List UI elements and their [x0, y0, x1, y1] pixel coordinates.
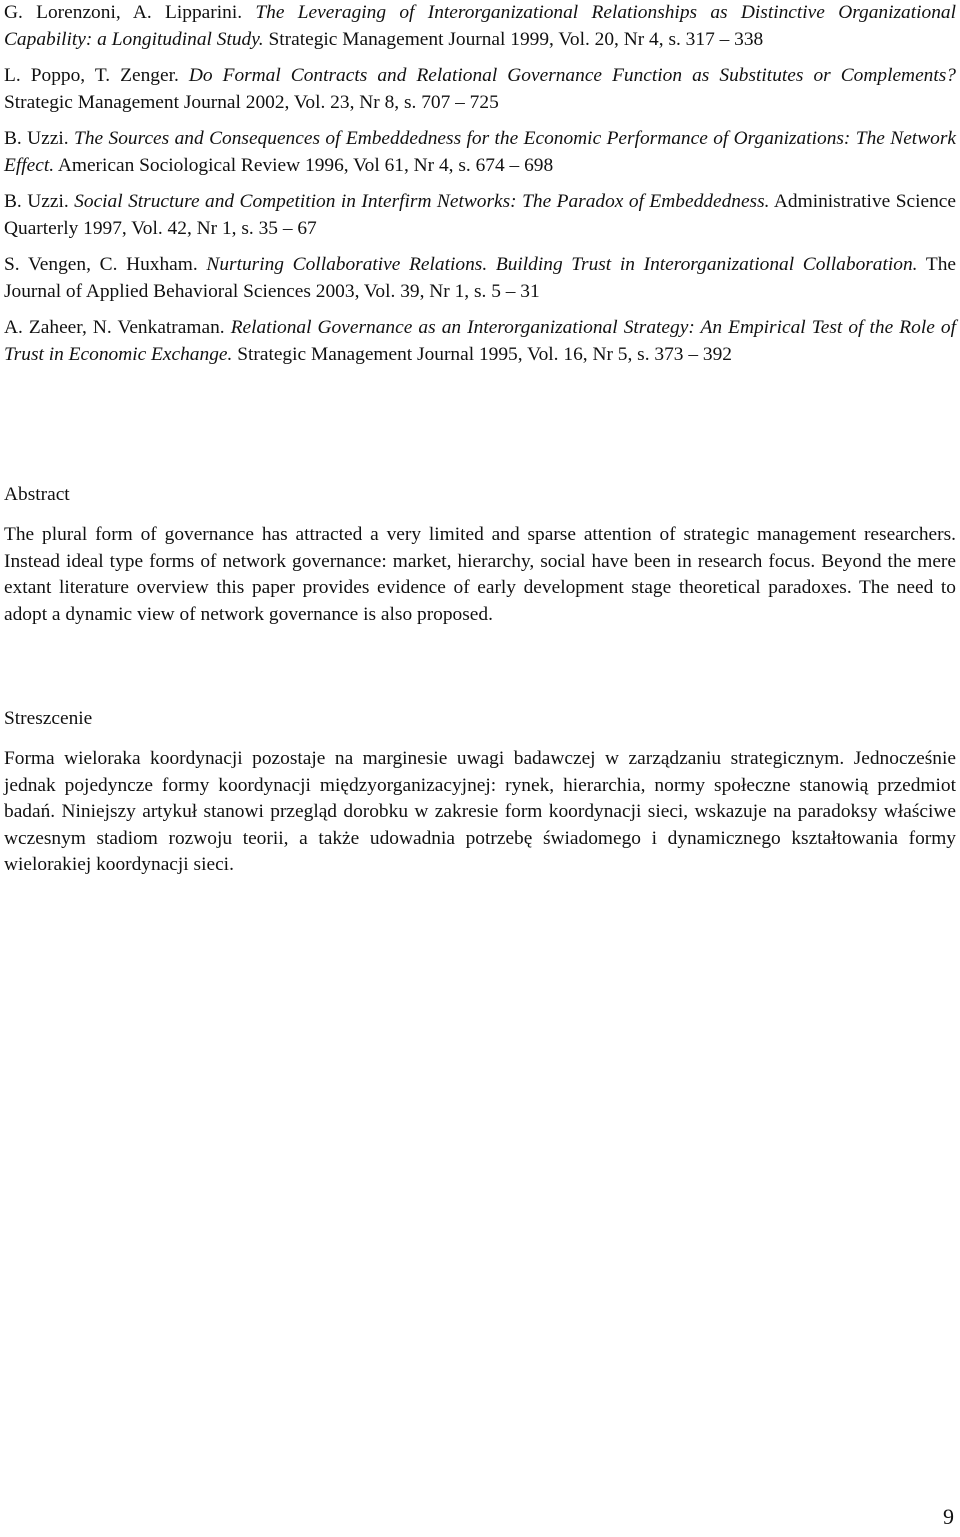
streszczenie-body: Forma wieloraka koordynacji pozostaje na marginesie uwagi badawczej w zarządzaniu strategicznym. Jednocześnie jednak pojedyncze formy koordynacji międzyorganizacyjnej: rynek, hierarchia, normy społeczne stanowią przedmiot badań. Niniejszy artykuł stanowi przegląd dorobku w zakresie form koordynacji sieci, wskazuje na paradoksy właściwe wczesnym stadiom rozwoju teorii, a także udowadnia potrzebę świadomego i dynamicznego kształtowania formy wielorakiej koordynacji sieci. — [4, 748, 956, 875]
streszczenie-heading: Streszcenie — [4, 708, 93, 729]
reference-title: Relational Governance as an Interorganizational Strategy: An Empirical Test of the Role of Trust in Economic Exchange. — [4, 317, 956, 365]
reference-source: Strategic Management Journal 1995, Vol. 16, Nr 5, s. 373 – 392 — [237, 343, 732, 365]
reference-item — [4, 63, 956, 116]
reference-title: The Sources and Consequences of Embeddedness for the Economic Performance of Organizations: The Network Effect. — [4, 128, 956, 176]
reference-title: Do Formal Contracts and Relational Governance Function as Substitutes or Complements? — [188, 65, 956, 86]
reference-list — [4, 0, 956, 378]
abstract-body: The plural form of governance has attracted a very limited and sparse attention of strategic management researchers. Instead ideal type forms of network governance: market, hierarchy, social have been in research focus. Beyond the mere extant literature overview this paper provides evidence of early development stage theoretical paradoxes. The need to adopt a dynamic view of network governance is also proposed. — [4, 524, 956, 625]
reference-authors: G. Lorenzoni, A. Lipparini. — [4, 2, 243, 23]
reference-title: The Leveraging of Interorganizational Relationships as Distinctive Organizational Capability: a Longitudinal Study. — [4, 2, 956, 50]
reference-source: American Sociological Review 1996, Vol 61, Nr 4, s. 674 – 698 — [57, 154, 554, 176]
reference-item — [4, 189, 956, 242]
abstract-heading: Abstract — [4, 484, 70, 505]
reference-item — [4, 315, 956, 368]
reference-source: Strategic Management Journal 1999, Vol. 20, Nr 4, s. 317 – 338 — [268, 28, 764, 50]
reference-authors: A. Zaheer, N. Venkatraman. — [4, 317, 225, 338]
reference-title: Social Structure and Competition in Interfirm Networks: The Paradox of Embeddedness. — [74, 191, 770, 212]
reference-authors: L. Poppo, T. Zenger. — [4, 65, 179, 86]
reference-authors: B. Uzzi. — [4, 191, 69, 212]
page-number: 9 — [943, 1504, 954, 1529]
reference-title: Nurturing Collaborative Relations. Building Trust in Interorganizational Collaboration. — [206, 254, 918, 275]
reference-source: The Journal of Applied Behavioral Sciences 2003, Vol. 39, Nr 1, s. 5 – 31 — [4, 254, 956, 302]
reference-source: Strategic Management Journal 2002, Vol. 23, Nr 8, s. 707 – 725 — [4, 91, 499, 113]
reference-item — [4, 0, 956, 53]
reference-item — [4, 126, 956, 179]
reference-authors: B. Uzzi. — [4, 128, 69, 149]
reference-source: Administrative Science Quarterly 1997, Vol. 42, Nr 1, s. 35 – 67 — [4, 191, 957, 239]
reference-authors: S. Vengen, C. Huxham. — [4, 254, 198, 275]
reference-item — [4, 252, 956, 305]
